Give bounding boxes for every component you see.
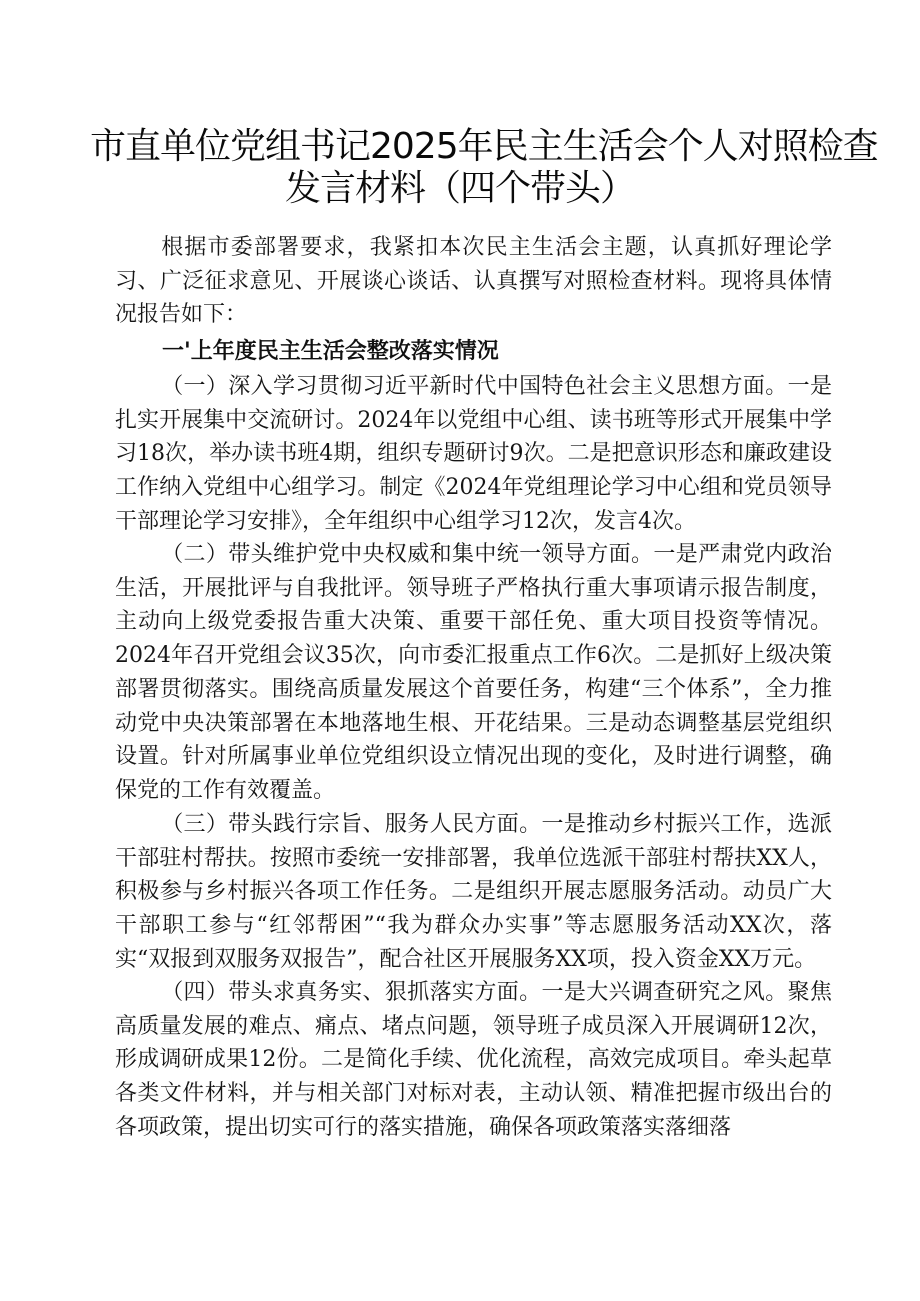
paragraph-section-3: （三）带头践行宗旨、服务人民方面。一是推动乡村振兴工作，选派干部驻村帮扶。按照市委统一安排部署，我单位选派干部驻村帮扶XX人，积极参与乡村振兴各项工作任务。二是组织开展志愿服务活动。动员广大干部职工参与“红邻帮困”“我为群众办实事”等志愿服务活动XX次，落实“双报到双服务双报告”，配合社区开展服务XX项，投入资金XX万元。 xyxy=(115,812,832,972)
section-1-block xyxy=(115,370,832,539)
paragraph-section-4: （四）带头求真务实、狠抓落实方面。一是大兴调查研究之风。聚焦高质量发展的难点、痛点、堵点问题，领导班子成员深入开展调研12次，形成调研成果12份。二是简化手续、优化流程，高效完成项目。牵头起草各类文件材料，并与相关部门对标对表，主动认领、精准把握市级出台的各项政策，提出切实可行的落实措施，确保各项政策落实落细落 xyxy=(115,980,832,1140)
document-title-line-2: 发言材料（四个带头） xyxy=(284,168,635,209)
paragraph-section-2: （二）带头维护党中央权威和集中统一领导方面。一是严肃党内政治生活，开展批评与自我批评。领导班子严格执行重大事项请示报告制度，主动向上级党委报告重大决策、重要干部任免、重大项目投资等情况。2024年召开党组会议35次，向市委汇报重点工作6次。二是抓好上级决策部署贯彻落实。围绕高质量发展这个首要任务，构建“三个体系”，全力推动党中央决策部署在本地落地生根、开花结果。三是动态调整基层党组织设置。针对所属事业单位党组织设立情况出现的变化，及时进行调整，确保党的工作有效覆盖。 xyxy=(115,542,832,803)
intro-paragraph: 根据市委部署要求，我紧扣本次民主生活会主题，认真抓好理论学习、广泛征求意见、开展谈心谈话、认真撰写对照检查材料。现将具体情况报告如下： xyxy=(115,235,832,328)
section-heading: 一'上年度民主生活会整改落实情况 xyxy=(162,339,499,364)
section-3-block xyxy=(115,808,832,977)
document-title-line-1: 市直单位党组书记2025年民主生活会个人对照检查 xyxy=(90,126,878,167)
intro-block xyxy=(115,231,832,332)
paragraph-section-1: （一）深入学习贯彻习近平新时代中国特色社会主义思想方面。一是扎实开展集中交流研讨。2024年以党组中心组、读书班等形式开展集中学习18次，举办读书班4期，组织专题研讨9次。二是把意识形态和廉政建设工作纳入党组中心组学习。制定《2024年党组理论学习中心组和党员领导干部理论学习安排》，全年组织中心组学习12次，发言4次。 xyxy=(115,374,832,534)
section-2-block xyxy=(115,538,832,808)
section-4-block xyxy=(115,976,832,1145)
